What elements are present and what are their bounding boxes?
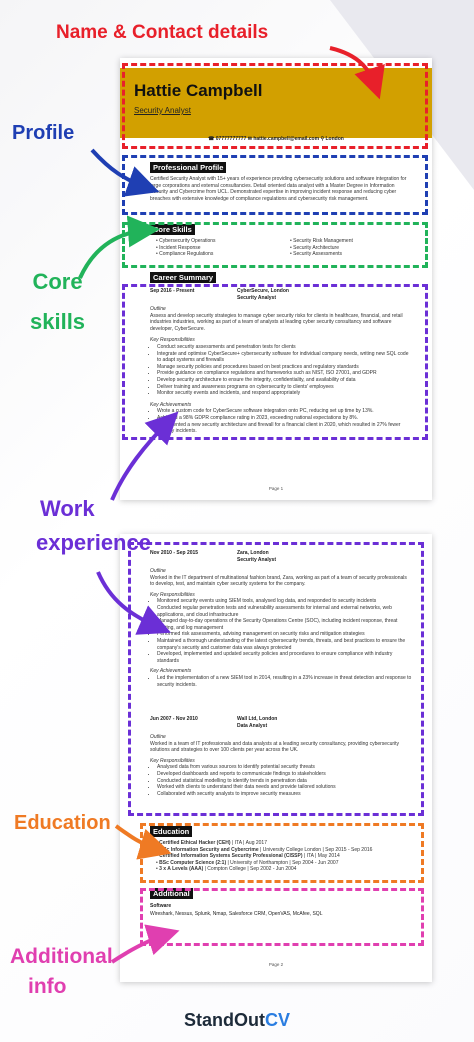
arrow-profile xyxy=(92,150,148,188)
job1-outline: Assess and develop security strategies to manage cyber security risks for clients in healthcare, financial, and retail industries industries, working as part of a team of analysts at leading cyber security consultancy and software developer, CyberSecure. xyxy=(150,312,403,332)
standout-cv-logo xyxy=(0,1010,474,1031)
career-heading: Career Summary xyxy=(150,272,216,283)
arrow-name-contact xyxy=(330,48,376,88)
contact-line: ☎ 07777777777 ✉ hattie.campbell@email.com ⚲ London xyxy=(208,136,344,142)
arrow-work-page1 xyxy=(112,420,170,500)
arrow-core-skills xyxy=(80,230,148,278)
software-list: Wireshark, Nessus, Splunk, Nmap, Salesforce CRM, OpenVAS, McAfee, SQL xyxy=(150,911,323,917)
job3-dates: Jun 2007 - Nov 2010 xyxy=(150,716,198,722)
job2-company: Zara, London xyxy=(237,550,269,556)
list-item: • Manage security policies and procedures based on best practices and regulatory standards xyxy=(157,364,412,371)
job1-company: CyberSecure, London xyxy=(237,288,289,294)
job3-resp-label: Key Responsibilities xyxy=(150,757,195,764)
job1-dates: Sep 2016 - Present xyxy=(150,288,195,294)
list-item: • Deliver training and awareness programs on cybersecurity to clients' employees xyxy=(157,384,412,391)
annotation-additional-line1: Additional xyxy=(10,945,113,968)
profile-text: Certified Security Analyst with 15+ years of experience providing cybersecurity solutions and software integration for large corporations and external consultancies. Detail oriented data analyst with a Master Degree in Information Security and Cybercrime from UCL. Demonstrated expertise in improving incident response and reducing cyber breaches with extensive knowledge of compliance regulations and cybersecurity risk management. xyxy=(150,176,407,202)
job2-dates: Nov 2010 - Sep 2015 xyxy=(150,550,199,556)
list-item: • Monitor security events and incidents, and respond appropriately xyxy=(157,390,412,397)
list-item: • Integrate and optimise CyberSecure+ cybersecurity software for individual company needs, writing new SQL code to adapt systems and firewalls xyxy=(157,351,412,364)
logo-accent: CV xyxy=(264,1010,290,1030)
skills-heading: Core Skills xyxy=(150,224,195,235)
job3-company: Wall Ltd, London xyxy=(237,716,278,722)
education-item: • Certified Information Systems Security Professional (CISSP) | ITA | May 2014 xyxy=(156,853,340,860)
profile-heading: Professional Profile xyxy=(150,162,226,173)
list-item: • Worked with clients to understand their data needs and provide tailored solutions xyxy=(157,784,412,791)
candidate-role: Security Analyst xyxy=(134,106,191,115)
skill-item: • Compliance Regulations xyxy=(156,251,214,258)
list-item: • Maintained a thorough understanding of the latest cybersecurity trends, threats, and best practices to ensure the company's security and customer data was always protected xyxy=(157,638,412,651)
logo-main: StandOut xyxy=(183,1010,265,1030)
annotation-education: Education xyxy=(14,812,111,834)
candidate-name: Hattie Campbell xyxy=(134,81,263,100)
arrow-education xyxy=(116,826,160,850)
skill-item: • Security Risk Management xyxy=(290,238,353,244)
annotation-core-line2: skills xyxy=(30,309,86,334)
list-item: • Managed day-to-day operations of the Security Operations Centre (SOC), including incident response, threat hunting, and log management xyxy=(157,618,412,631)
education-item: • 3 x A Levels (AAA) | Compton College | Sep 2002 - Jun 2004 xyxy=(156,866,297,873)
additional-heading: Additional xyxy=(150,888,193,899)
list-item: • Develop security architecture to ensure the integrity, confidentiality, and availability of data xyxy=(157,377,412,384)
job3-outline-label: Outline xyxy=(150,734,166,740)
annotation-additional-line2: info xyxy=(28,975,67,998)
software-label: Software xyxy=(150,903,172,909)
job3-title: Data Analyst xyxy=(237,723,268,729)
list-item: • Wrote a custom code for CyberSecure software integration onto PC, reducing set up time by 13%. xyxy=(157,408,412,415)
annotation-profile: Profile xyxy=(12,122,75,144)
list-item: • Conduct security assessments and penetration tests for clients xyxy=(157,344,412,351)
list-item: • Provide guidance on compliance regulations and frameworks such as NIST, ISO 27001, and GDPR xyxy=(157,370,412,377)
list-item: • Conducted regular penetration tests and vulnerability assessments for internal and external networks, web applications, and cloud infrastructure xyxy=(157,605,412,618)
education-item: • BSc Computer Science (2:1) | University of Northampton | Sep 2004 - Jun 2007 xyxy=(156,859,339,866)
skill-item: • Incident Response xyxy=(156,244,201,251)
list-item: • Analysed data from various sources to identify potential security threats xyxy=(157,764,412,771)
list-item: • Developed, implemented and updated security policies and procedures to ensure compliance with industry standards xyxy=(157,651,412,664)
job2-ach-label: Key Achievements xyxy=(150,668,192,675)
list-item: • Collaborated with security analysts to improve security measures xyxy=(157,791,412,798)
job1-title: Security Analyst xyxy=(237,295,276,301)
job3-outline: Worked in a team of IT professionals and data analysts at a leading security consultancy, providing cybersecurity solutions and strategies to over 100 clients per year across the UK. xyxy=(150,740,400,754)
annotation-name-contact: Name & Contact details xyxy=(56,22,269,43)
list-item: • Achieved a 98% GDPR compliance rating in 2023, exceeding national expectations by 8%. xyxy=(157,415,412,422)
job2-resp-label: Key Responsibilities xyxy=(150,591,195,598)
list-item: • Monitored security events using SIEM tools, analysed log data, and responded to security incidents xyxy=(157,598,412,605)
page-number: Page 1 xyxy=(268,486,284,491)
skill-item: • Security Assessments xyxy=(290,251,343,258)
job1-ach-label: Key Achievements xyxy=(150,401,192,408)
annotation-work-line2: experience xyxy=(36,530,151,555)
job1-resp-label: Key Responsibilities xyxy=(150,337,195,344)
education-item: • Certified Ethical Hacker (CEH) | ITA | Aug 2017 xyxy=(156,840,267,846)
list-item: • Developed dashboards and reports to communicate findings to stakeholders xyxy=(157,771,412,778)
education-item: • MSc Information Security and Cybercrime | University College London | Sep 2015 - Sep 2016 xyxy=(156,846,373,853)
annotation-core-line1: Core xyxy=(32,269,83,294)
job2-outline-label: Outline xyxy=(150,568,166,574)
job2-title: Security Analyst xyxy=(237,557,276,563)
page-number: Page 2 xyxy=(268,962,284,967)
job1-outline-label: Outline xyxy=(150,306,166,312)
arrow-work-page2 xyxy=(98,572,160,628)
education-heading: Education xyxy=(150,826,192,837)
skill-item: • Security Architecture xyxy=(290,244,339,251)
list-item: • Conducted statistical modelling to identify trends in penetration data xyxy=(157,778,412,785)
skill-item: • Cybersecurity Operations xyxy=(156,238,216,244)
list-item: • Performed risk assessments, advising management on security risks and mitigation strategies xyxy=(157,631,412,638)
arrow-additional xyxy=(112,934,168,962)
list-item: • Led the implementation of a new SIEM tool in 2014, resulting in a 23% increase in threat detection and response to security incidents. xyxy=(157,675,412,688)
list-item: • Implemented a new security architecture and firewall for a financial client in 2020, which resulted in 27% fewer security incidents. xyxy=(157,422,412,435)
job2-outline: Worked in the IT department of multinational fashion brand, Zara, working as part of a team of security professionals to develop, test, and maintain cyber security systems for the company. xyxy=(150,574,407,588)
annotation-work-line1: Work xyxy=(40,496,95,521)
